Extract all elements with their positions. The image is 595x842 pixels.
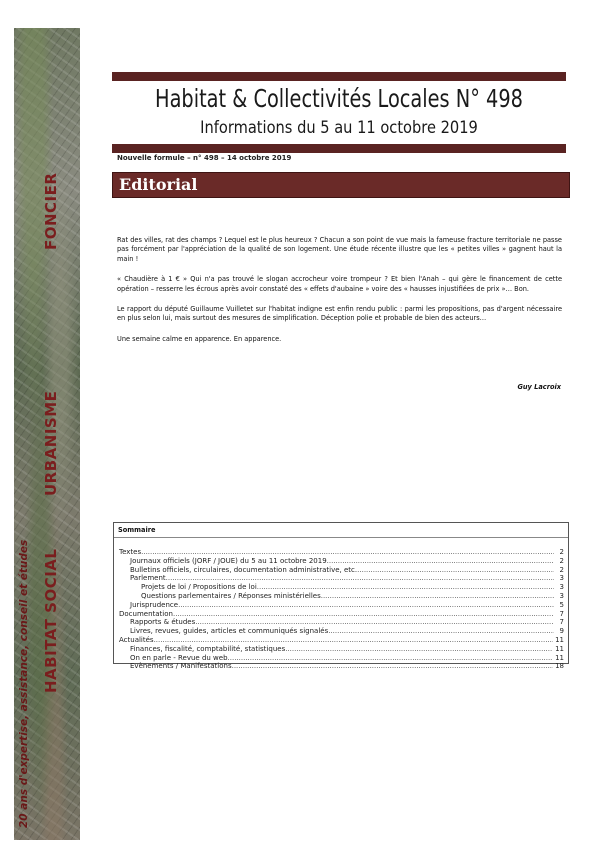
table-of-contents xyxy=(113,522,569,671)
toc-entry-page: 11 xyxy=(555,644,564,653)
editorial-heading-bar xyxy=(112,172,570,198)
toc-leader-dots xyxy=(357,566,554,574)
toc-entry-label: Parlement xyxy=(130,574,166,583)
edition-line: Nouvelle formule – n° 498 – 14 octobre 2019 xyxy=(117,154,292,162)
toc-entry[interactable] xyxy=(119,645,564,654)
toc-entry-page: 2 xyxy=(559,565,564,574)
toc-entry-label: Bulletins officiels, circulaires, documentation administrative, etc. xyxy=(130,565,358,574)
toc-leader-dots xyxy=(195,618,554,626)
toc-entry-label: Projets de loi / Propositions de loi xyxy=(141,583,257,592)
sidebar-word-habitat-social: HABITAT SOCIAL xyxy=(42,548,60,693)
editorial-paragraph: « Chaudière à 1 € » Qui n'a pas trouvé le slogan accrocheur voire trompeur ? Et bien l'Anah – qui gère le financement de cette opération – resserre les écrous après avoir constaté des « effets d'aubaine » voire des « hausses injustifiées de prix »… Bon. xyxy=(117,275,562,293)
toc-entry-label: Textes xyxy=(119,548,142,556)
header-bottom-rule xyxy=(112,144,566,153)
sidebar-word-urbanisme: URBANISME xyxy=(42,390,60,496)
toc-entry[interactable] xyxy=(119,662,564,671)
editorial-heading: Editorial xyxy=(119,175,198,194)
toc-entry-label: Actualités xyxy=(119,635,154,644)
toc-entry-page: 7 xyxy=(559,609,564,618)
toc-leader-dots xyxy=(178,601,554,609)
toc-entry[interactable] xyxy=(119,654,564,663)
toc-entry-page: 2 xyxy=(559,556,564,565)
header-top-rule xyxy=(112,72,566,81)
toc-entry[interactable] xyxy=(119,627,564,636)
editorial-paragraph: Rat des villes, rat des champs ? Lequel est le plus heureux ? Chacun a son point de vue mais la fameuse fracture territoriale ne passe pas forcément par l'appréciation de la qualité de son logement. Une étude récente illustre que les « petites villes » gagnent haut la main ! xyxy=(117,236,562,263)
toc-entry[interactable] xyxy=(119,548,564,557)
toc-entry-label: Jurisprudence xyxy=(130,600,179,609)
editorial-body xyxy=(117,236,562,355)
toc-entry[interactable] xyxy=(119,583,564,592)
toc-leader-dots xyxy=(173,610,554,618)
sidebar-word-foncier: FONCIER xyxy=(42,172,60,250)
toc-heading: Sommaire xyxy=(114,523,568,538)
toc-leader-dots xyxy=(228,654,554,662)
toc-entry[interactable] xyxy=(119,636,564,645)
toc-entry[interactable] xyxy=(119,601,564,610)
page-title: Habitat & Collectivités Locales N° 498 xyxy=(155,84,523,113)
toc-leader-dots xyxy=(141,548,554,556)
toc-entry-page: 5 xyxy=(559,600,564,609)
toc-entry-page: 9 xyxy=(559,627,564,636)
editorial-paragraph: Le rapport du député Guillaume Vuilletet sur l'habitat indigne est enfin rendu public : parmi les propositions, pas d'argent nécessaire en plus selon lui, mais surtout des mesures de simplification. Déception polie et probable de bien des acteurs… xyxy=(117,305,562,323)
toc-entry[interactable] xyxy=(119,618,564,627)
toc-list xyxy=(114,538,568,671)
editorial-signature: Guy Lacroix xyxy=(517,383,561,391)
toc-entry-page: 3 xyxy=(559,583,564,592)
toc-entry-label: Documentation xyxy=(119,609,173,618)
toc-entry-page: 11 xyxy=(555,653,564,662)
page-subtitle: Informations du 5 au 11 octobre 2019 xyxy=(200,118,478,138)
toc-leader-dots xyxy=(327,557,554,565)
toc-leader-dots xyxy=(166,574,554,582)
toc-entry-label: Evènements / Manifestations xyxy=(130,662,232,671)
toc-entry-label: Questions parlementaires / Réponses ministérielles xyxy=(141,591,321,600)
toc-entry-page: 11 xyxy=(555,635,564,644)
toc-entry[interactable] xyxy=(119,574,564,583)
toc-leader-dots xyxy=(154,636,554,644)
sidebar-aerial-photo xyxy=(14,28,80,840)
toc-entry-label: Journaux officiels (JORF / JOUE) du 5 au 11 octobre 2019 xyxy=(130,556,327,565)
toc-entry-label: On en parle - Revue du web xyxy=(130,653,228,662)
sidebar-tagline: 20 ans d'expertise, assistance, conseil et études xyxy=(18,539,30,828)
toc-entry[interactable] xyxy=(119,557,564,566)
toc-entry-page: 3 xyxy=(559,574,564,583)
toc-leader-dots xyxy=(321,592,554,600)
toc-leader-dots xyxy=(328,627,554,635)
editorial-paragraph: Une semaine calme en apparence. En apparence. xyxy=(117,334,282,343)
toc-entry[interactable] xyxy=(119,592,564,601)
toc-leader-dots xyxy=(257,583,554,591)
toc-entry-label: Livres, revues, guides, articles et communiqués signalés xyxy=(130,627,329,636)
toc-entry[interactable] xyxy=(119,610,564,619)
toc-leader-dots xyxy=(232,662,553,670)
toc-entry-page: 3 xyxy=(559,591,564,600)
toc-entry-label: Rapports & études xyxy=(130,618,196,627)
toc-entry-page: 2 xyxy=(559,548,564,556)
toc-entry-label: Finances, fiscalité, comptabilité, statistiques xyxy=(130,644,286,653)
toc-entry-page: 7 xyxy=(559,618,564,627)
toc-leader-dots xyxy=(285,645,553,653)
toc-entry[interactable] xyxy=(119,566,564,575)
toc-entry-page: 18 xyxy=(555,662,564,671)
